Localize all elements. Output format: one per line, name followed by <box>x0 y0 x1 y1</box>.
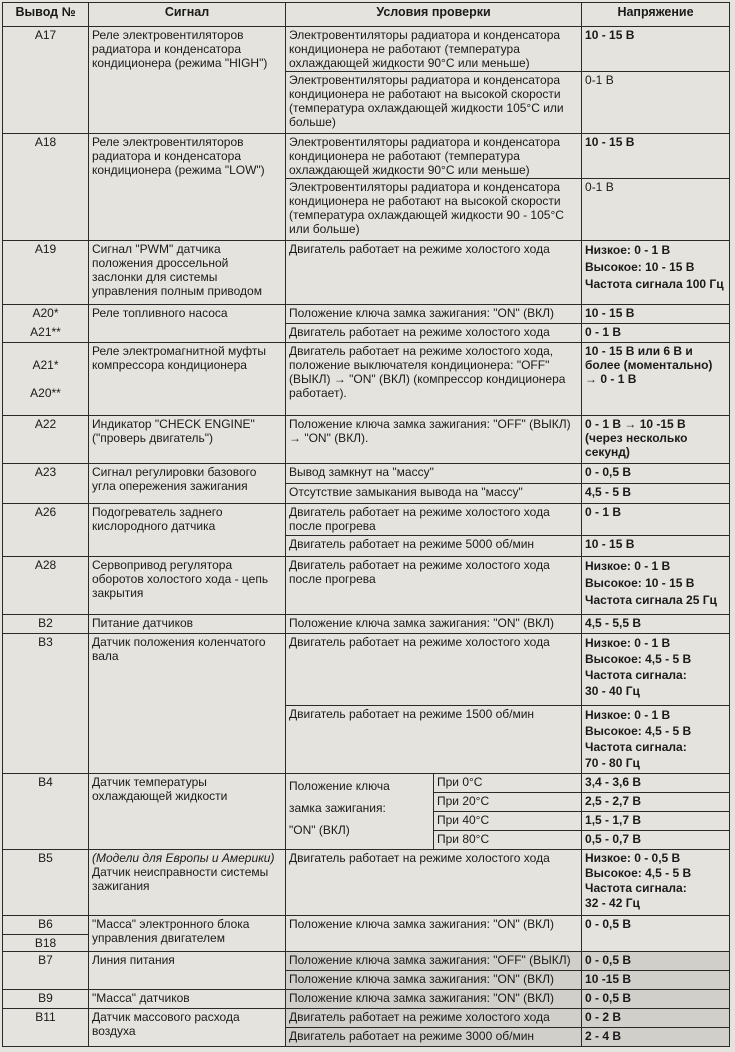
condition-cell: Положение ключа замка зажигания: "ON" (ВКЛ) <box>286 990 582 1009</box>
temperature-cell: При 20°С <box>434 793 582 812</box>
pin-cell: A26 <box>3 504 89 557</box>
voltage-cell: 2,5 - 2,7 В <box>582 793 730 812</box>
table-row <box>3 615 730 634</box>
pin-label: A21* <box>32 358 59 372</box>
condition-cell: Отсутствие замыкания вывода на "массу" <box>286 484 582 504</box>
pin-cell: A18 <box>3 134 89 241</box>
pin-cell: A20* <box>3 305 89 324</box>
condition-cell: Вывод замкнут на "массу" <box>286 464 582 484</box>
condition-cell: Положение ключа замка зажигания: "ON" (ВКЛ) <box>286 615 582 634</box>
temperature-cell: При 80°С <box>434 831 582 850</box>
voltage-cell: 10 - 15 В <box>582 305 730 324</box>
model-note: (Модели для Европы и Америки) <box>92 851 275 865</box>
voltage-cell: 0 - 0,5 В <box>582 916 730 952</box>
pin-cell: A19 <box>3 241 89 305</box>
table-header-row <box>3 3 730 27</box>
signal-cell: Реле электровентиляторов радиатора и конденсатора кондиционера (режима "LOW") <box>89 134 286 241</box>
voltage-cell: 0 - 0,5 В <box>582 990 730 1009</box>
pin-cell: B11 <box>3 1009 89 1047</box>
condition-cell: Электровентиляторы радиатора и конденсатора кондиционера не работают (температура охлаждающей жидкости 90°С или меньше) <box>286 134 582 179</box>
table-row <box>3 916 730 935</box>
header-voltage: Напряжение <box>582 3 730 27</box>
table-row <box>3 557 730 615</box>
condition-cell: Положение ключа замка зажигания: "ON" (ВКЛ) <box>286 916 582 952</box>
table-row <box>3 634 730 706</box>
pin-cell: B4 <box>3 774 89 850</box>
signal-cell: Линия питания <box>89 952 286 990</box>
voltage-cell: Низкое: 0 - 0,5 В Высокое: 4,5 - 5 В Частота сигнала: 32 - 42 Гц <box>582 850 730 916</box>
temperature-cell: При 0°С <box>434 774 582 793</box>
header-pin: Вывод № <box>3 3 89 27</box>
voltage-cell: Низкое: 0 - 1 В Высокое: 10 - 15 В Частота сигнала 25 Гц <box>582 557 730 615</box>
pin-cell: B9 <box>3 990 89 1009</box>
voltage-cell: 0 - 1 В <box>582 504 730 536</box>
voltage-cell: 0,5 - 0,7 В <box>582 831 730 850</box>
signal-cell: Сигнал регулировки базового угла опережения зажигания <box>89 464 286 504</box>
pin-cell: A17 <box>3 27 89 134</box>
voltage-cell: 10 - 15 В или 6 В и более (моментально) → 0 - 1 В <box>582 343 730 416</box>
table-row <box>3 464 730 484</box>
condition-cell: Положение ключа замка зажигания: "OFF" (ВЫКЛ) <box>286 952 582 971</box>
table-row <box>3 241 730 305</box>
pin-cell: B3 <box>3 634 89 774</box>
condition-cell: Электровентиляторы радиатора и конденсатора кондиционера не работают на высокой скорости (температура охлаждающей жидкости 105°С или больше) <box>286 72 582 134</box>
pin-cell: B2 <box>3 615 89 634</box>
condition-cell: Электровентиляторы радиатора и конденсатора кондиционера не работают на высокой скорости (температура охлаждающей жидкости 90 - 105°С или больше) <box>286 179 582 241</box>
table-row <box>3 305 730 324</box>
condition-cell: Двигатель работает на режиме холостого хода после прогрева <box>286 557 582 615</box>
voltage-cell: 0-1 В <box>582 72 730 134</box>
condition-cell: Двигатель работает на режиме холостого хода <box>286 634 582 706</box>
condition-cell: Двигатель работает на режиме холостого хода <box>286 241 582 305</box>
voltage-cell: 1,5 - 1,7 В <box>582 812 730 831</box>
table-row <box>3 1009 730 1028</box>
pin-cell: A22 <box>3 416 89 464</box>
voltage-cell: 0 - 1 В → 10 -15 В (через несколько секунд) <box>582 416 730 464</box>
condition-cell: Двигатель работает на режиме 3000 об/мин <box>286 1028 582 1047</box>
condition-cell: Положение ключа замка зажигания: "ON" (ВКЛ) <box>286 971 582 990</box>
signal-cell: Сигнал "PWM" датчика положения дроссельной заслонки для системы управления полным приводом <box>89 241 286 305</box>
voltage-cell: 0 - 0,5 В <box>582 464 730 484</box>
pin-cell: B18 <box>3 935 89 952</box>
table-row <box>3 990 730 1009</box>
signal-cell: "Масса" электронного блока управления двигателем <box>89 916 286 952</box>
voltage-cell: 0 - 0,5 В <box>582 952 730 971</box>
pin-cell: B6 <box>3 916 89 935</box>
condition-cell: Двигатель работает на режиме холостого хода <box>286 1009 582 1028</box>
voltage-cell: 10 - 15 В <box>582 27 730 72</box>
voltage-cell: 0-1 В <box>582 179 730 241</box>
voltage-cell: 0 - 2 В <box>582 1009 730 1028</box>
voltage-cell: 2 - 4 В <box>582 1028 730 1047</box>
table-row <box>3 850 730 916</box>
signal-cell: "Масса" датчиков <box>89 990 286 1009</box>
table-row <box>3 343 730 416</box>
signal-cell: Реле топливного насоса <box>89 305 286 343</box>
voltage-cell: 4,5 - 5 В <box>582 484 730 504</box>
condition-cell: Двигатель работает на режиме холостого хода, положение выключателя кондиционера: "OFF" (ВЫКЛ) → "ON" (ВКЛ) (компрессор кондиционера работает). <box>286 343 582 416</box>
condition-cell: Электровентиляторы радиатора и конденсатора кондиционера не работают (температура охлаждающей жидкости 90°С или меньше) <box>286 27 582 72</box>
condition-cell: Двигатель работает на режиме холостого хода после прогрева <box>286 504 582 536</box>
voltage-cell: 4,5 - 5,5 В <box>582 615 730 634</box>
signal-cell: Датчик массового расхода воздуха <box>89 1009 286 1047</box>
signal-cell: Реле электромагнитной муфты компрессора кондиционера <box>89 343 286 416</box>
table-row <box>3 416 730 464</box>
condition-cell: Двигатель работает на режиме холостого хода <box>286 324 582 343</box>
voltage-cell: Низкое: 0 - 1 В Высокое: 10 - 15 В Частота сигнала 100 Гц <box>582 241 730 305</box>
voltage-cell: Низкое: 0 - 1 В Высокое: 4,5 - 5 В Частота сигнала: 70 - 80 Гц <box>582 706 730 774</box>
voltage-cell: 0 - 1 В <box>582 324 730 343</box>
header-conditions: Условия проверки <box>286 3 582 27</box>
voltage-cell: 10 -15 В <box>582 971 730 990</box>
voltage-cell: 3,4 - 3,6 В <box>582 774 730 793</box>
signal-cell: Питание датчиков <box>89 615 286 634</box>
pin-cell: A21** <box>3 324 89 343</box>
signal-cell: Подогреватель заднего кислородного датчика <box>89 504 286 557</box>
pin-cell: A23 <box>3 464 89 504</box>
signal-text: Датчик неисправности системы зажигания <box>92 865 269 893</box>
signal-cell: Датчик положения коленчатого вала <box>89 634 286 774</box>
table-row <box>3 774 730 793</box>
table-row <box>3 27 730 72</box>
pin-label: A20** <box>30 386 61 400</box>
condition-cell: Положение ключа замка зажигания: "ON" (ВКЛ) <box>286 305 582 324</box>
condition-cell: Положение ключа замка зажигания: "OFF" (ВЫКЛ) → "ON" (ВКЛ). <box>286 416 582 464</box>
signal-cell: Индикатор "CHECK ENGINE" ("проверь двигатель") <box>89 416 286 464</box>
pin-cell: B5 <box>3 850 89 916</box>
pin-cell: B7 <box>3 952 89 990</box>
ecu-pin-voltage-table <box>2 2 730 1047</box>
condition-cell: Двигатель работает на режиме 5000 об/мин <box>286 536 582 557</box>
condition-cell: Положение ключа замка зажигания: "ON" (ВКЛ) <box>286 774 434 850</box>
table-row <box>3 134 730 179</box>
table-row <box>3 504 730 536</box>
signal-cell <box>89 850 286 916</box>
header-signal: Сигнал <box>89 3 286 27</box>
signal-cell: Сервопривод регулятора оборотов холостого хода - цепь закрытия <box>89 557 286 615</box>
condition-cell: Двигатель работает на режиме 1500 об/мин <box>286 706 582 774</box>
voltage-cell: 10 - 15 В <box>582 536 730 557</box>
voltage-cell: 10 - 15 В <box>582 134 730 179</box>
temperature-cell: При 40°С <box>434 812 582 831</box>
pin-cell: A28 <box>3 557 89 615</box>
signal-cell: Датчик температуры охлаждающей жидкости <box>89 774 286 850</box>
table-row <box>3 952 730 971</box>
pin-cell <box>3 343 89 416</box>
condition-cell: Двигатель работает на режиме холостого хода <box>286 850 582 916</box>
signal-cell: Реле электровентиляторов радиатора и конденсатора кондиционера (режима "HIGH") <box>89 27 286 134</box>
voltage-cell: Низкое: 0 - 1 В Высокое: 4,5 - 5 В Частота сигнала: 30 - 40 Гц <box>582 634 730 706</box>
